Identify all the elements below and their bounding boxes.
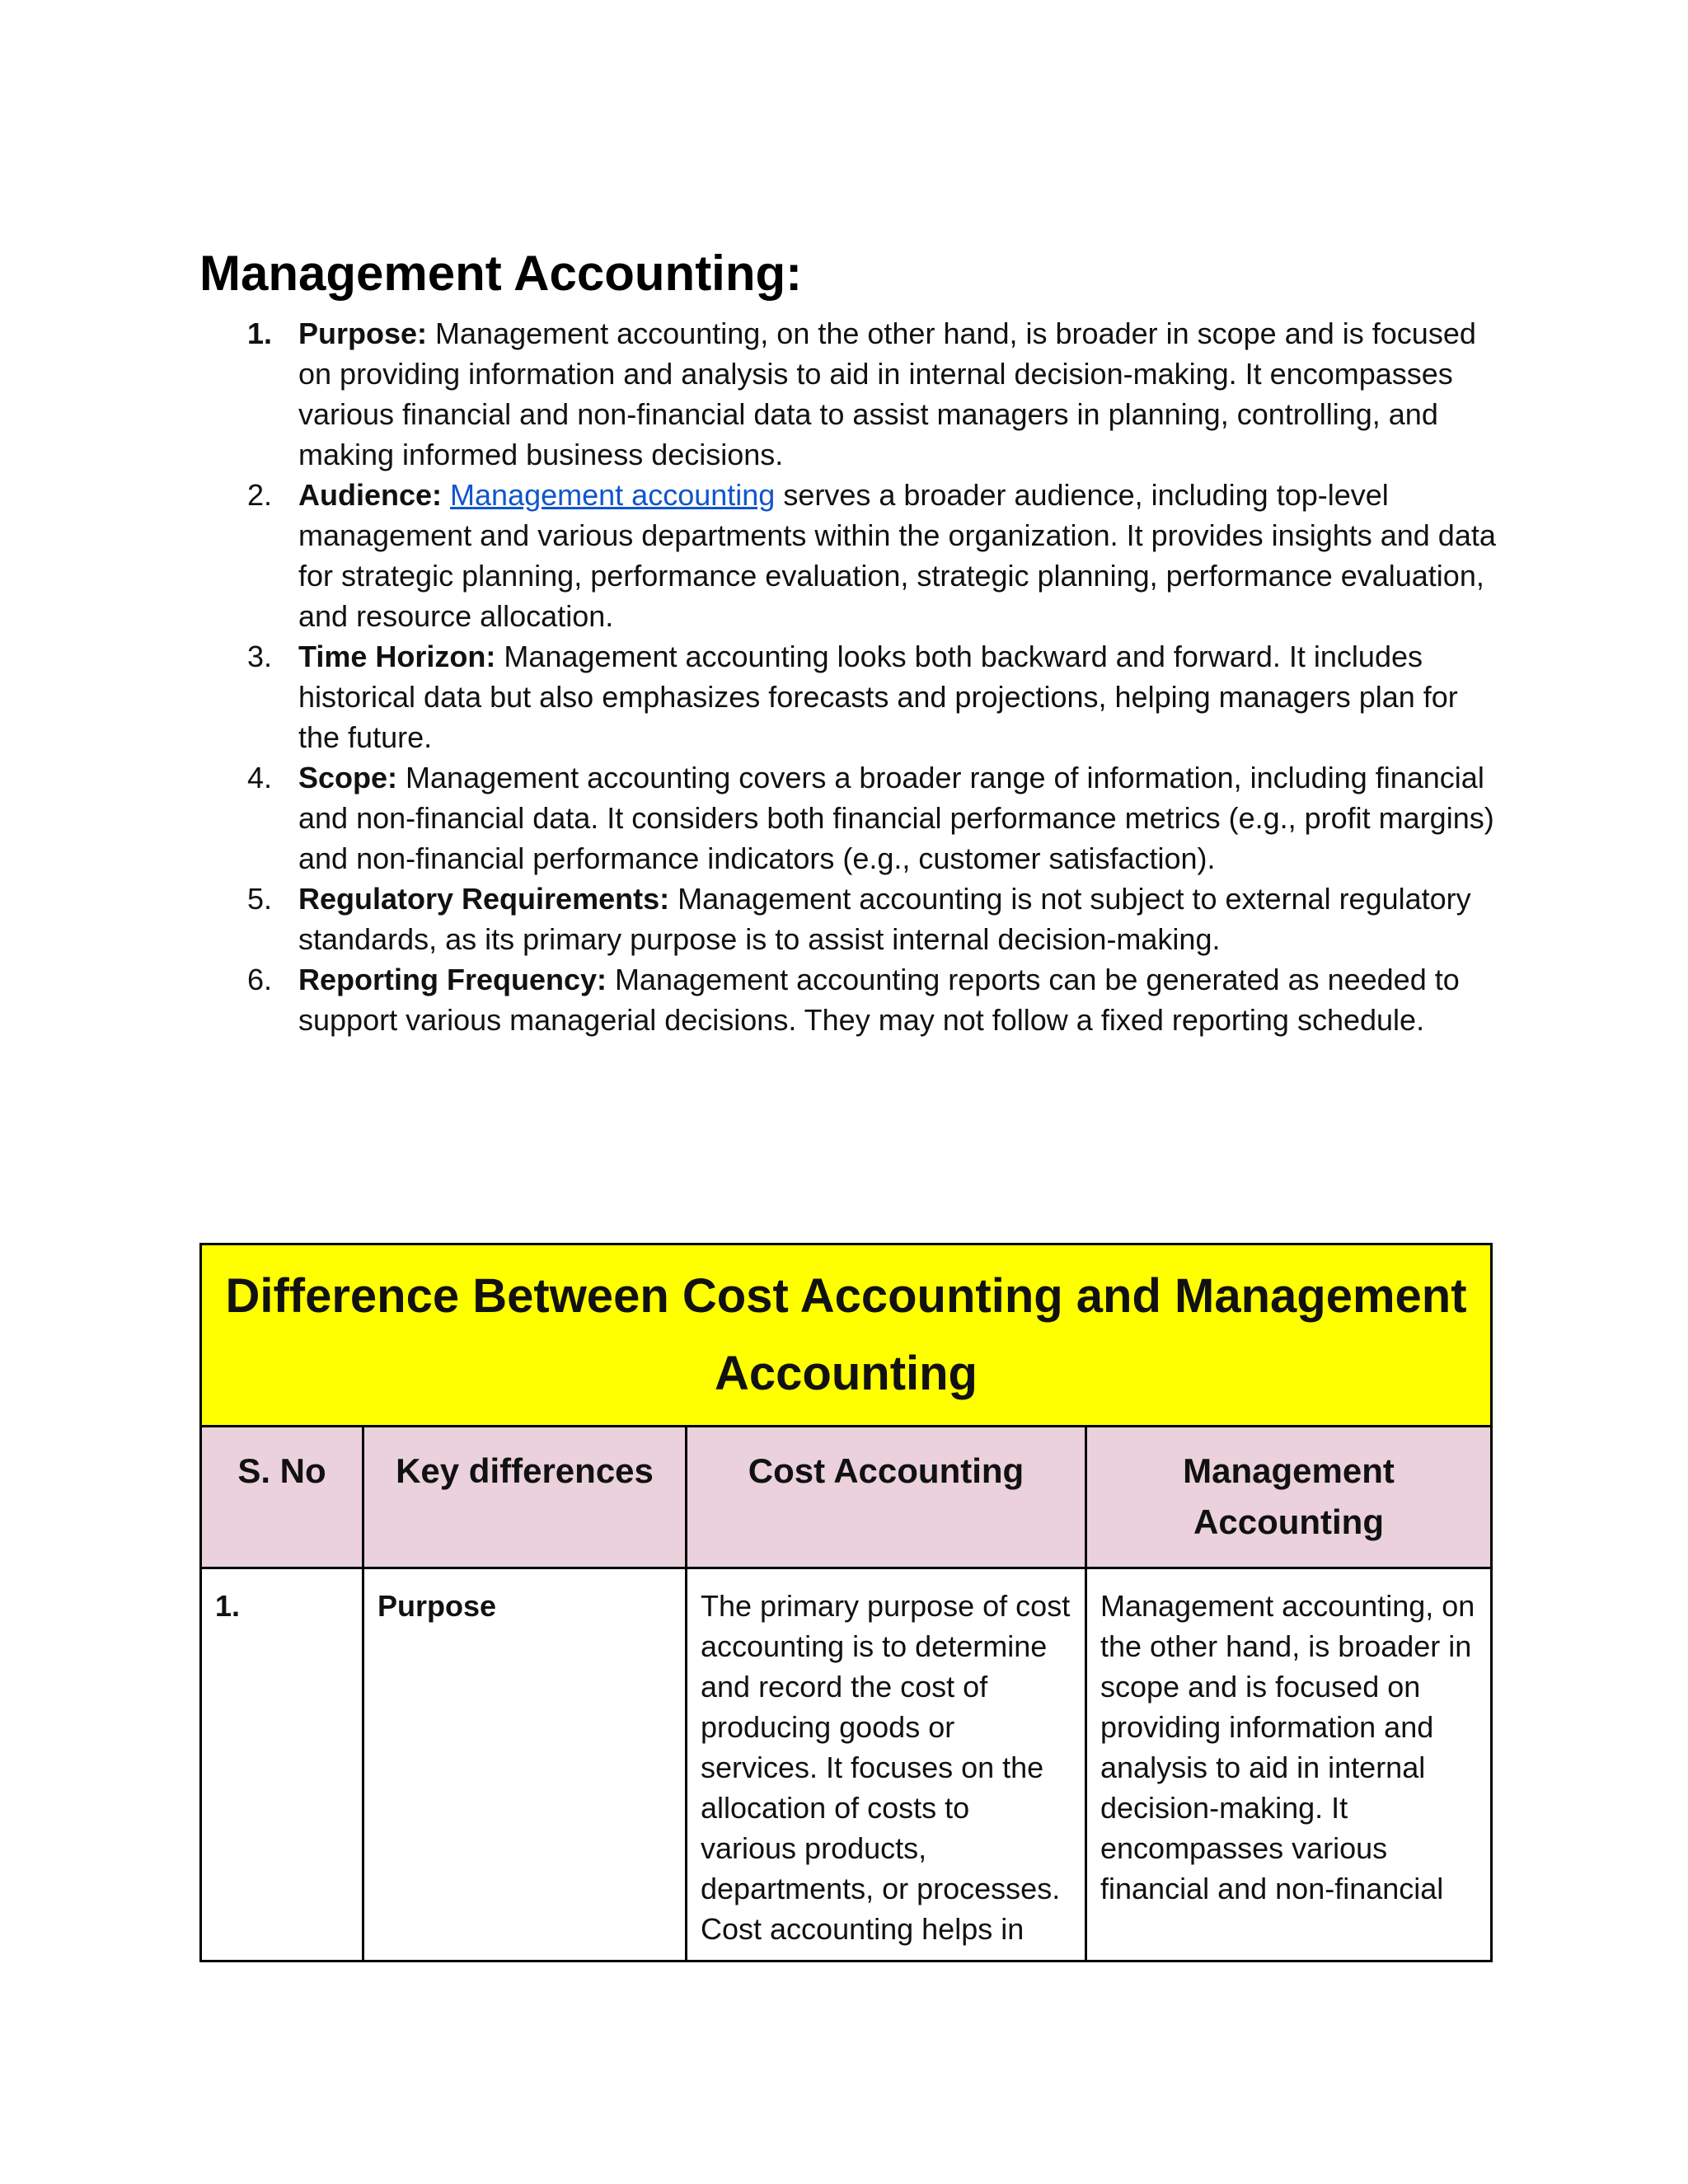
page-title: Management Accounting:: [199, 246, 803, 301]
column-header-cost-accounting: Cost Accounting: [687, 1427, 1086, 1568]
list-item-text: Management accounting covers a broader range of information, including financial and non-financial data. It considers both financial performance metrics (e.g., profit margins) and non-financial performance indicators (e.g., customer satisfaction).: [298, 761, 1494, 875]
list-item-audience: [199, 475, 1502, 636]
list-item-text: Management accounting, on the other hand, is broader in scope and is focused on providing information and analysis to aid in internal decision-making. It encompasses various financial and non-financial data to assist managers in planning, controlling, and making informed business decisions.: [298, 316, 1476, 471]
list-item-time-horizon: [199, 636, 1502, 757]
list-item-label: Time Horizon:: [298, 640, 496, 673]
page-content: [199, 241, 1502, 1040]
list-item-scope: [199, 757, 1502, 879]
list-item-label: Scope:: [298, 761, 398, 794]
list-item-purpose: [199, 313, 1502, 475]
column-header-sno: S. No: [201, 1427, 363, 1568]
list-number: 3.: [247, 640, 273, 673]
comparison-table: [199, 1243, 1493, 1962]
list-item-text: Management accounting is not subject to external regulatory standards, as its primary purpose is to assist internal decision-making.: [298, 882, 1471, 956]
cell-sno: 1.: [201, 1568, 363, 1961]
table-header-row: [201, 1427, 1492, 1568]
list-item-text: Management accounting looks both backward and forward. It includes historical data but also emphasizes forecasts and projections, helping managers plan for the future.: [298, 640, 1458, 754]
table-title-row: [201, 1244, 1492, 1427]
list-number: 2.: [247, 478, 273, 512]
list-number: 5.: [247, 882, 273, 916]
list-item-text: serves a broader audience, including top-level management and various departments within the organization. It provides insights and data for strategic planning, performance evaluation, strategic planning, performance evaluation, and resource allocation.: [298, 478, 1496, 633]
cell-management-accounting: Management accounting, on the other hand, is broader in scope and is focused on providing information and analysis to aid in internal decision-making. It encompasses various financial and non-financial: [1086, 1568, 1492, 1961]
list-item-regulatory-requirements: [199, 879, 1502, 959]
list-number: 6.: [247, 963, 273, 996]
list-item-label: Purpose:: [298, 316, 428, 350]
column-header-key-differences: Key differences: [363, 1427, 687, 1568]
list-item-reporting-frequency: [199, 959, 1502, 1040]
list-item-text: Management accounting reports can be generated as needed to support various managerial decisions. They may not follow a fixed reporting schedule.: [298, 963, 1460, 1037]
column-header-management-accounting: Management Accounting: [1086, 1427, 1492, 1568]
cell-key-difference: Purpose: [363, 1568, 687, 1961]
list-number: 1.: [247, 316, 273, 350]
list-item-label: Reporting Frequency:: [298, 963, 607, 996]
list-item-label: Regulatory Requirements:: [298, 882, 670, 916]
table-row: [201, 1568, 1492, 1961]
key-points-list: [199, 313, 1502, 1040]
cell-cost-accounting: The primary purpose of cost accounting is to determine and record the cost of producing goods or services. It focuses on the allocation of costs to various products, departments, or processes. Cost accounting helps in: [687, 1568, 1086, 1961]
management-accounting-link[interactable]: Management accounting: [450, 478, 776, 512]
list-number: 4.: [247, 761, 273, 794]
list-item-label: Audience:: [298, 478, 443, 512]
table-title: Difference Between Cost Accounting and Management Accounting: [201, 1244, 1492, 1427]
